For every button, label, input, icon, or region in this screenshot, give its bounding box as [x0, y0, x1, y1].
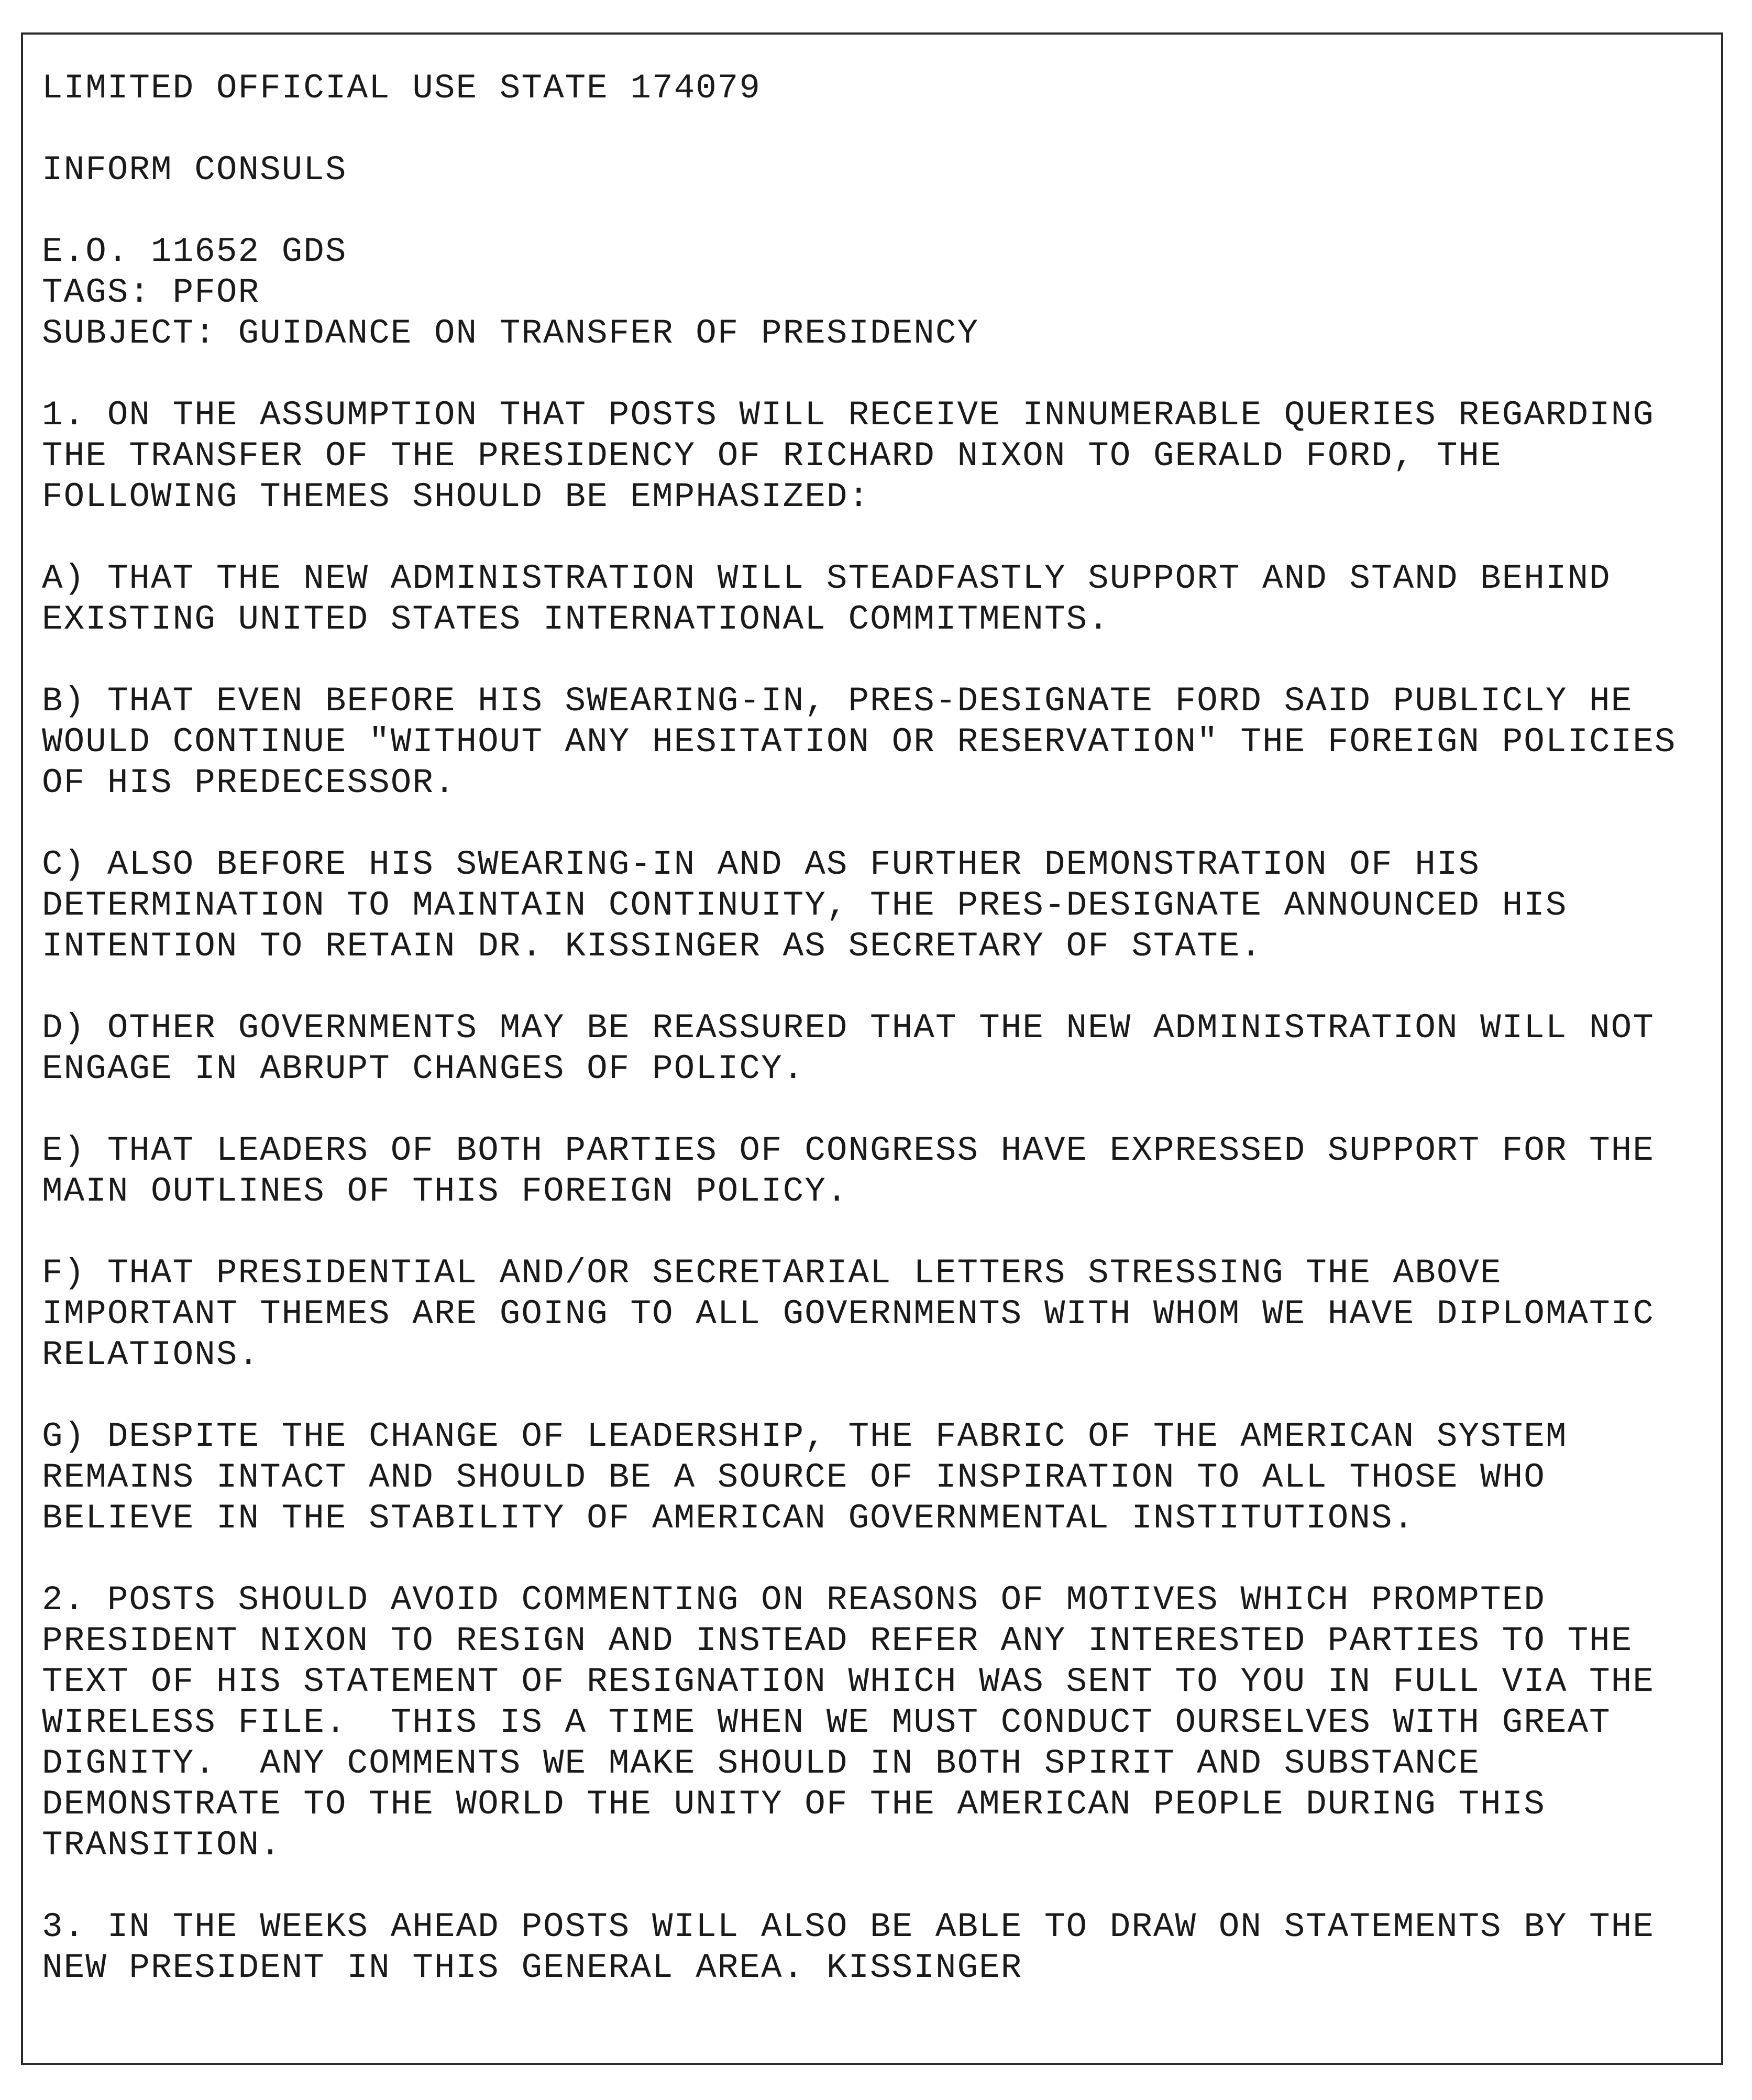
paragraph: [42, 395, 1702, 518]
paragraph-line: DETERMINATION TO MAINTAIN CONTINUITY, THE PRES-DESIGNATE ANNOUNCED HIS: [42, 886, 1568, 925]
paragraph-line: B) THAT EVEN BEFORE HIS SWEARING-IN, PRES-DESIGNATE FORD SAID PUBLICLY HE: [42, 681, 1633, 721]
paragraph: [42, 844, 1702, 967]
paragraph-line: WOULD CONTINUE "WITHOUT ANY HESITATION OR RESERVATION" THE FOREIGN POLICIES: [42, 722, 1677, 762]
paragraph: [42, 1253, 1702, 1376]
eo-line: E.O. 11652 GDS: [42, 232, 347, 271]
paragraphs-container: [42, 395, 1702, 1988]
paragraph-line: E) THAT LEADERS OF BOTH PARTIES OF CONGRESS HAVE EXPRESSED SUPPORT FOR THE: [42, 1131, 1655, 1170]
paragraph-line: A) THAT THE NEW ADMINISTRATION WILL STEADFASTLY SUPPORT AND STAND BEHIND: [42, 559, 1611, 598]
paragraph-line: 2. POSTS SHOULD AVOID COMMENTING ON REASONS OF MOTIVES WHICH PROMPTED: [42, 1580, 1546, 1620]
paragraph-line: THE TRANSFER OF THE PRESIDENCY OF RICHARD NIXON TO GERALD FORD, THE: [42, 436, 1502, 476]
paragraph-line: BELIEVE IN THE STABILITY OF AMERICAN GOVERNMENTAL INSTITUTIONS.: [42, 1499, 1415, 1538]
paragraph: [42, 558, 1702, 640]
paragraph-line: C) ALSO BEFORE HIS SWEARING-IN AND AS FURTHER DEMONSTRATION OF HIS: [42, 845, 1481, 884]
paragraph-line: INTENTION TO RETAIN DR. KISSINGER AS SECRETARY OF STATE.: [42, 927, 1262, 966]
paragraph-line: DEMONSTRATE TO THE WORLD THE UNITY OF THE AMERICAN PEOPLE DURING THIS: [42, 1785, 1546, 1824]
paragraph-line: FOLLOWING THEMES SHOULD BE EMPHASIZED:: [42, 477, 871, 516]
paragraph-line: WIRELESS FILE. THIS IS A TIME WHEN WE MUST CONDUCT OURSELVES WITH GREAT: [42, 1703, 1611, 1742]
paragraph-line: DIGNITY. ANY COMMENTS WE MAKE SHOULD IN BOTH SPIRIT AND SUBSTANCE: [42, 1744, 1481, 1783]
routing-block: [42, 150, 1702, 191]
paragraph: [42, 1008, 1702, 1090]
paragraph-line: ENGAGE IN ABRUPT CHANGES OF POLICY.: [42, 1049, 805, 1089]
paragraph-line: EXISTING UNITED STATES INTERNATIONAL COMMITMENTS.: [42, 600, 1110, 639]
paragraph-line: TEXT OF HIS STATEMENT OF RESIGNATION WHICH WAS SENT TO YOU IN FULL VIA THE: [42, 1662, 1655, 1701]
paragraph: [42, 1580, 1702, 1866]
paragraph: [42, 1130, 1702, 1212]
paragraph-line: D) OTHER GOVERNMENTS MAY BE REASSURED THAT THE NEW ADMINISTRATION WILL NOT: [42, 1008, 1655, 1048]
paragraph-line: REMAINS INTACT AND SHOULD BE A SOURCE OF INSPIRATION TO ALL THOSE WHO: [42, 1458, 1546, 1497]
classification-block: [42, 68, 1702, 109]
paragraph-line: 1. ON THE ASSUMPTION THAT POSTS WILL RECEIVE INNUMERABLE QUERIES REGARDING: [42, 395, 1655, 435]
tags-line: TAGS: PFOR: [42, 273, 260, 312]
paragraph: [42, 1907, 1702, 1988]
routing-line: INFORM CONSULS: [42, 150, 347, 190]
paragraph: [42, 681, 1702, 804]
paragraph-line: F) THAT PRESIDENTIAL AND/OR SECRETARIAL LETTERS STRESSING THE ABOVE: [42, 1254, 1502, 1293]
paragraph-line: NEW PRESIDENT IN THIS GENERAL AREA. KISSINGER: [42, 1948, 1023, 1987]
paragraph-line: MAIN OUTLINES OF THIS FOREIGN POLICY.: [42, 1172, 849, 1211]
classification-line: LIMITED OFFICIAL USE STATE 174079: [42, 69, 762, 108]
telegram-body: [42, 68, 1702, 1988]
paragraph-line: IMPORTANT THEMES ARE GOING TO ALL GOVERNMENTS WITH WHOM WE HAVE DIPLOMATIC: [42, 1294, 1655, 1334]
meta-block: [42, 232, 1702, 354]
paragraph-line: OF HIS PREDECESSOR.: [42, 763, 456, 802]
paragraph: [42, 1416, 1702, 1539]
paragraph-line: TRANSITION.: [42, 1826, 282, 1865]
paragraph-line: 3. IN THE WEEKS AHEAD POSTS WILL ALSO BE ABLE TO DRAW ON STATEMENTS BY THE: [42, 1907, 1655, 1947]
subject-line: SUBJECT: GUIDANCE ON TRANSFER OF PRESIDENCY: [42, 314, 979, 353]
paragraph-line: G) DESPITE THE CHANGE OF LEADERSHIP, THE FABRIC OF THE AMERICAN SYSTEM: [42, 1417, 1568, 1456]
paragraph-line: RELATIONS.: [42, 1335, 260, 1375]
paragraph-line: PRESIDENT NIXON TO RESIGN AND INSTEAD REFER ANY INTERESTED PARTIES TO THE: [42, 1621, 1633, 1661]
